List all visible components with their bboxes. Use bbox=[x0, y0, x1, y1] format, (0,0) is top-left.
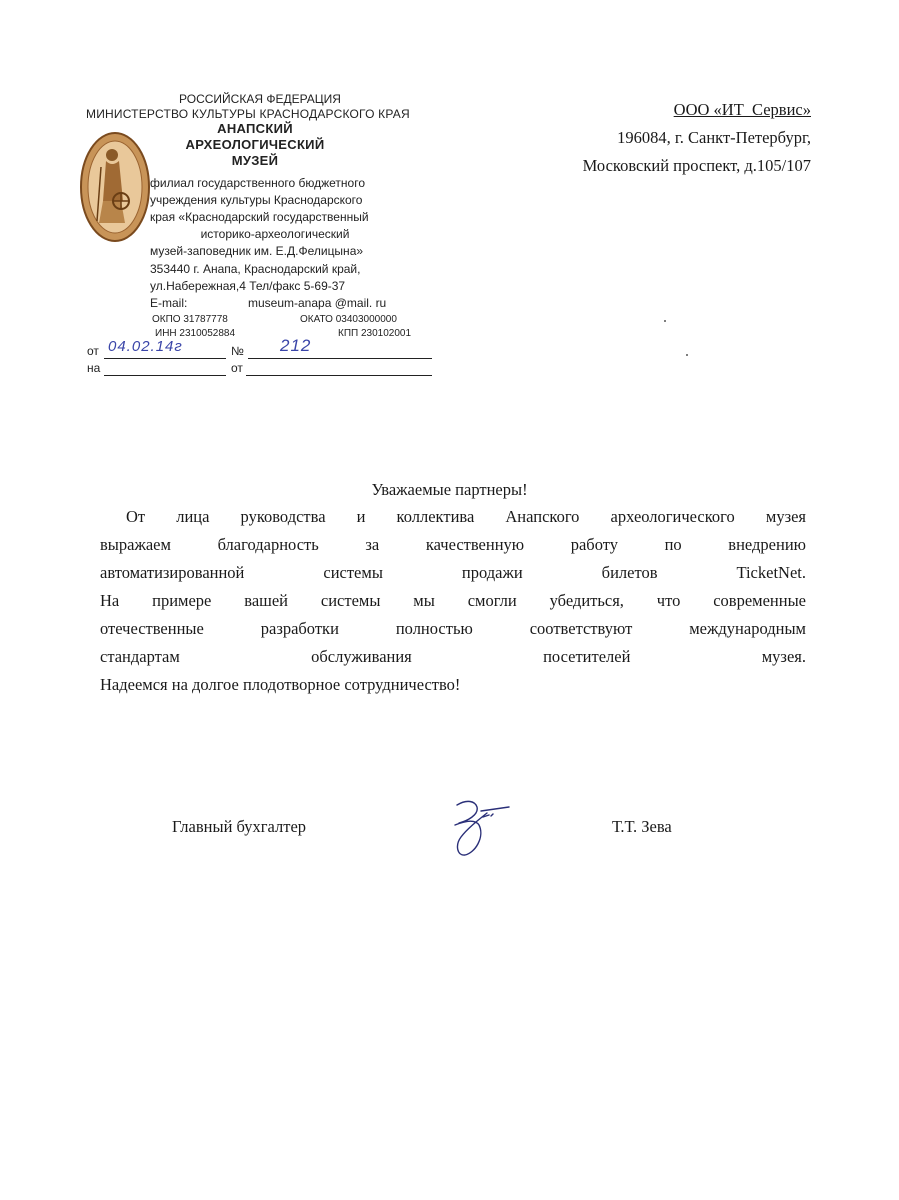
on-label: на bbox=[87, 361, 101, 375]
handwritten-date: 04.02.14г bbox=[108, 338, 183, 355]
signatory-role: Главный бухгалтер bbox=[172, 817, 307, 836]
addressee-street: Московский проспект, д.105/107 bbox=[582, 156, 811, 175]
from-label: от bbox=[87, 344, 99, 358]
scan-speck bbox=[686, 354, 688, 356]
number-label: № bbox=[231, 344, 244, 358]
museum-emblem-icon bbox=[79, 131, 151, 244]
letterhead-branch-line1: филиал государственного бюджетного bbox=[150, 176, 365, 190]
letterhead-museum-line1: АНАПСКИЙ bbox=[217, 121, 293, 136]
letter-body bbox=[100, 503, 806, 699]
letterhead-museum-line2: АРХЕОЛОГИЧЕСКИЙ bbox=[185, 137, 325, 152]
letterhead-branch-line4: историко-археологический bbox=[200, 227, 350, 241]
signatory-name: Т.Т. Зева bbox=[612, 817, 672, 836]
body-closing-line: Надеемся на долгое плодотворное сотрудничество! bbox=[100, 675, 461, 694]
letterhead-country: РОССИЙСКАЯ ФЕДЕРАЦИЯ bbox=[179, 92, 341, 106]
ot-line bbox=[246, 375, 432, 376]
letterhead-address-line2: ул.Набережная,4 Тел/факс 5-69-37 bbox=[150, 279, 346, 293]
ot-label: от bbox=[231, 361, 243, 375]
on-line bbox=[104, 375, 226, 376]
addressee-company: ООО «ИТ_Сервис» bbox=[673, 100, 811, 119]
addressee-city: 196084, г. Санкт-Петербург, bbox=[617, 128, 811, 147]
body-line: стандартам обслуживания посетителей музея. bbox=[100, 647, 806, 666]
letterhead-address-line1: 353440 г. Анапа, Краснодарский край, bbox=[150, 262, 361, 276]
number-line bbox=[248, 358, 432, 359]
body-line: выражаем благодарность за качественную работу по внедрению bbox=[100, 535, 806, 554]
letterhead-museum-line3: МУЗЕЙ bbox=[231, 153, 279, 168]
scan-speck bbox=[664, 320, 666, 322]
letterhead-okato: ОКАТО 03403000000 bbox=[300, 314, 397, 325]
letterhead-kpp: КПП 230102001 bbox=[338, 328, 412, 339]
letterhead-branch-line3: края «Краснодарский государственный bbox=[150, 210, 369, 224]
body-line: От лица руководства и коллектива Анапского археологического музея bbox=[126, 507, 806, 526]
letterhead-inn: ИНН 2310052884 bbox=[155, 328, 236, 339]
letterhead-ministry: МИНИСТЕРСТВО КУЛЬТУРЫ КРАСНОДАРСКОГО КРАЯ bbox=[86, 107, 410, 121]
date-line bbox=[104, 358, 226, 359]
letterhead-email: museum-anapa @mail. ru bbox=[248, 296, 387, 310]
handwritten-signature-icon bbox=[445, 795, 515, 860]
letterhead-okpo: ОКПО 31787778 bbox=[152, 314, 228, 325]
body-line: На примере вашей системы мы смогли убедиться, что современные bbox=[100, 591, 806, 610]
body-line: отечественные разработки полностью соответствуют международным bbox=[100, 619, 806, 638]
letterhead-email-label: E-mail: bbox=[150, 296, 188, 310]
salutation: Уважаемые партнеры! bbox=[371, 480, 528, 499]
handwritten-number: 212 bbox=[280, 336, 312, 355]
letterhead-branch-line2: учреждения культуры Краснодарского bbox=[150, 193, 363, 207]
body-line: автоматизированной системы продажи билетов TicketNet. bbox=[100, 563, 806, 582]
letterhead-branch-line5: музей-заповедник им. Е.Д.Фелицына» bbox=[150, 244, 364, 258]
